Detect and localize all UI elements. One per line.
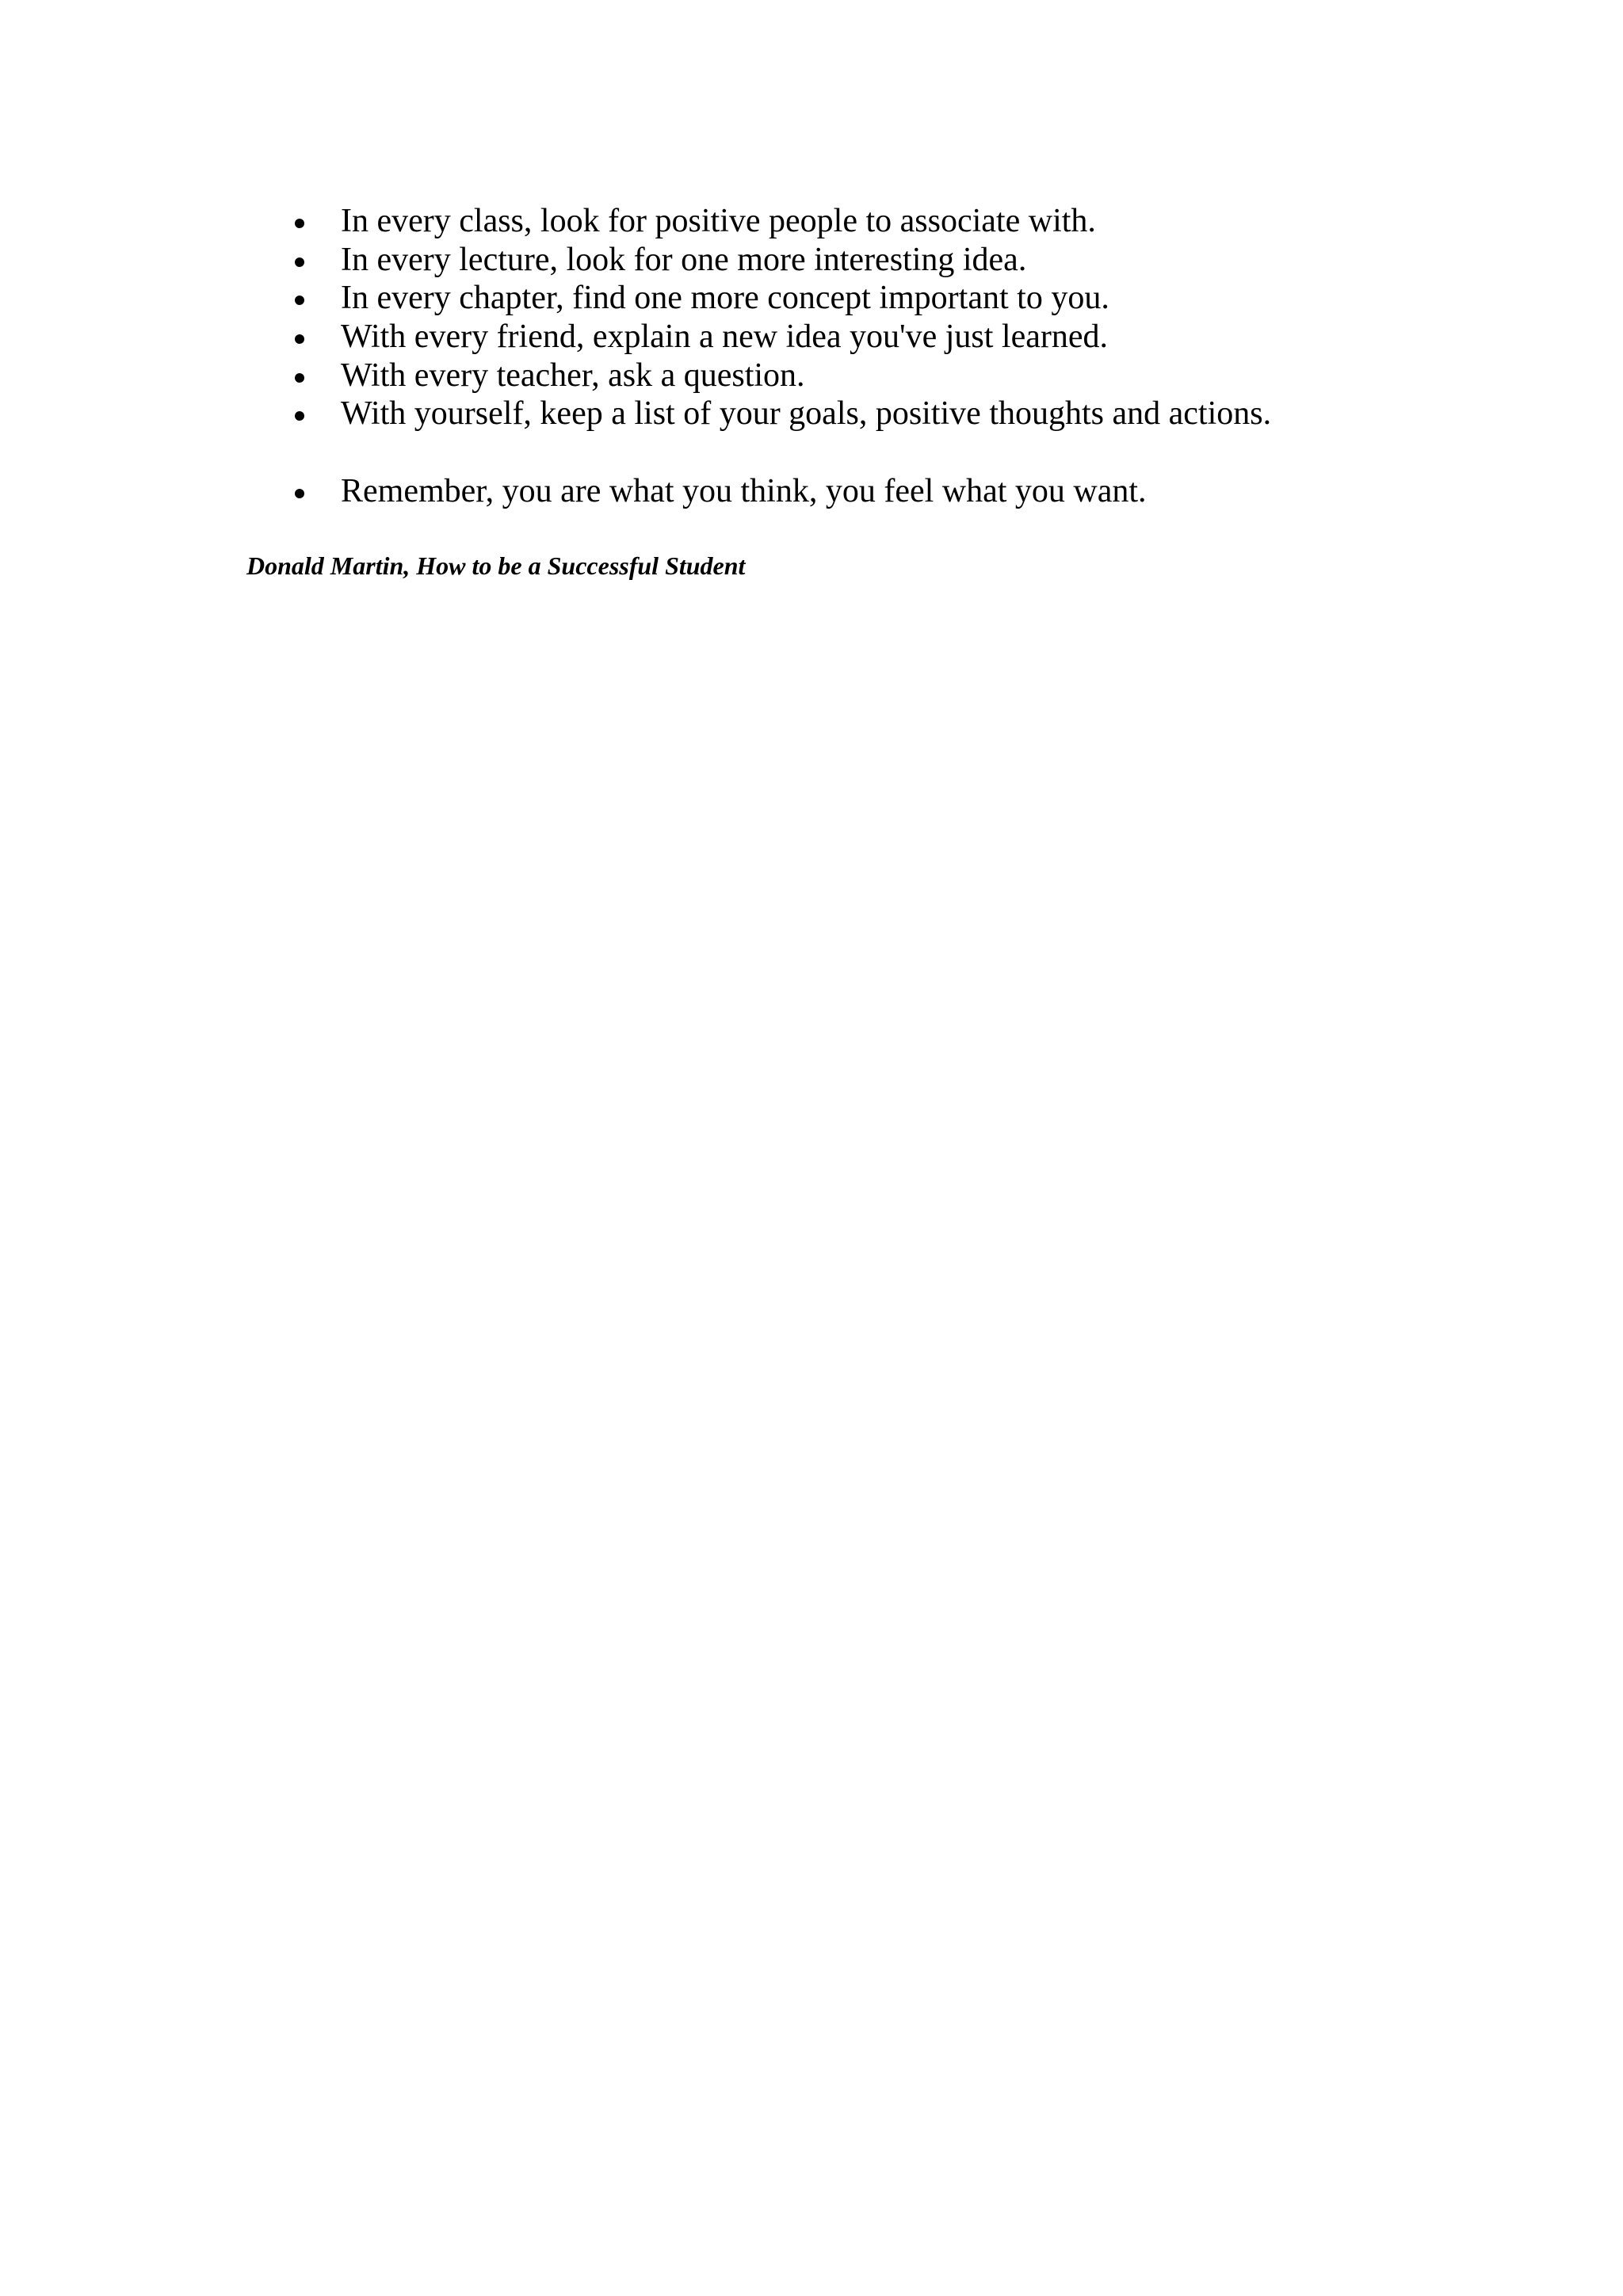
list-item-text: With yourself, keep a list of your goals, positive thoughts and actions. <box>341 395 1272 432</box>
list-item-text: With every friend, explain a new idea you've just learned. <box>341 318 1109 355</box>
bullet-icon <box>295 296 304 305</box>
list-item <box>0 318 1623 356</box>
bullet-icon <box>295 411 304 421</box>
bullet-icon <box>295 257 304 267</box>
list-item <box>0 395 1623 433</box>
bullet-icon <box>295 219 304 228</box>
bullet-icon <box>295 334 304 344</box>
bullet-icon <box>295 489 304 498</box>
list-item <box>0 202 1623 240</box>
list-item <box>0 241 1623 279</box>
closing-item-text: Remember, you are what you think, you feel what you want. <box>341 473 1147 509</box>
list-item-text: In every class, look for positive people to associate with. <box>341 203 1096 239</box>
list-item <box>0 279 1623 317</box>
list-item <box>0 357 1623 395</box>
list-item-text: With every teacher, ask a question. <box>341 357 805 394</box>
list-item-text: In every lecture, look for one more interesting idea. <box>341 242 1027 278</box>
attribution: Donald Martin, How to be a Successful Student <box>246 551 746 580</box>
closing-list-item <box>0 472 1623 510</box>
list-item-text: In every chapter, find one more concept important to you. <box>341 280 1109 316</box>
bullet-icon <box>295 373 304 383</box>
